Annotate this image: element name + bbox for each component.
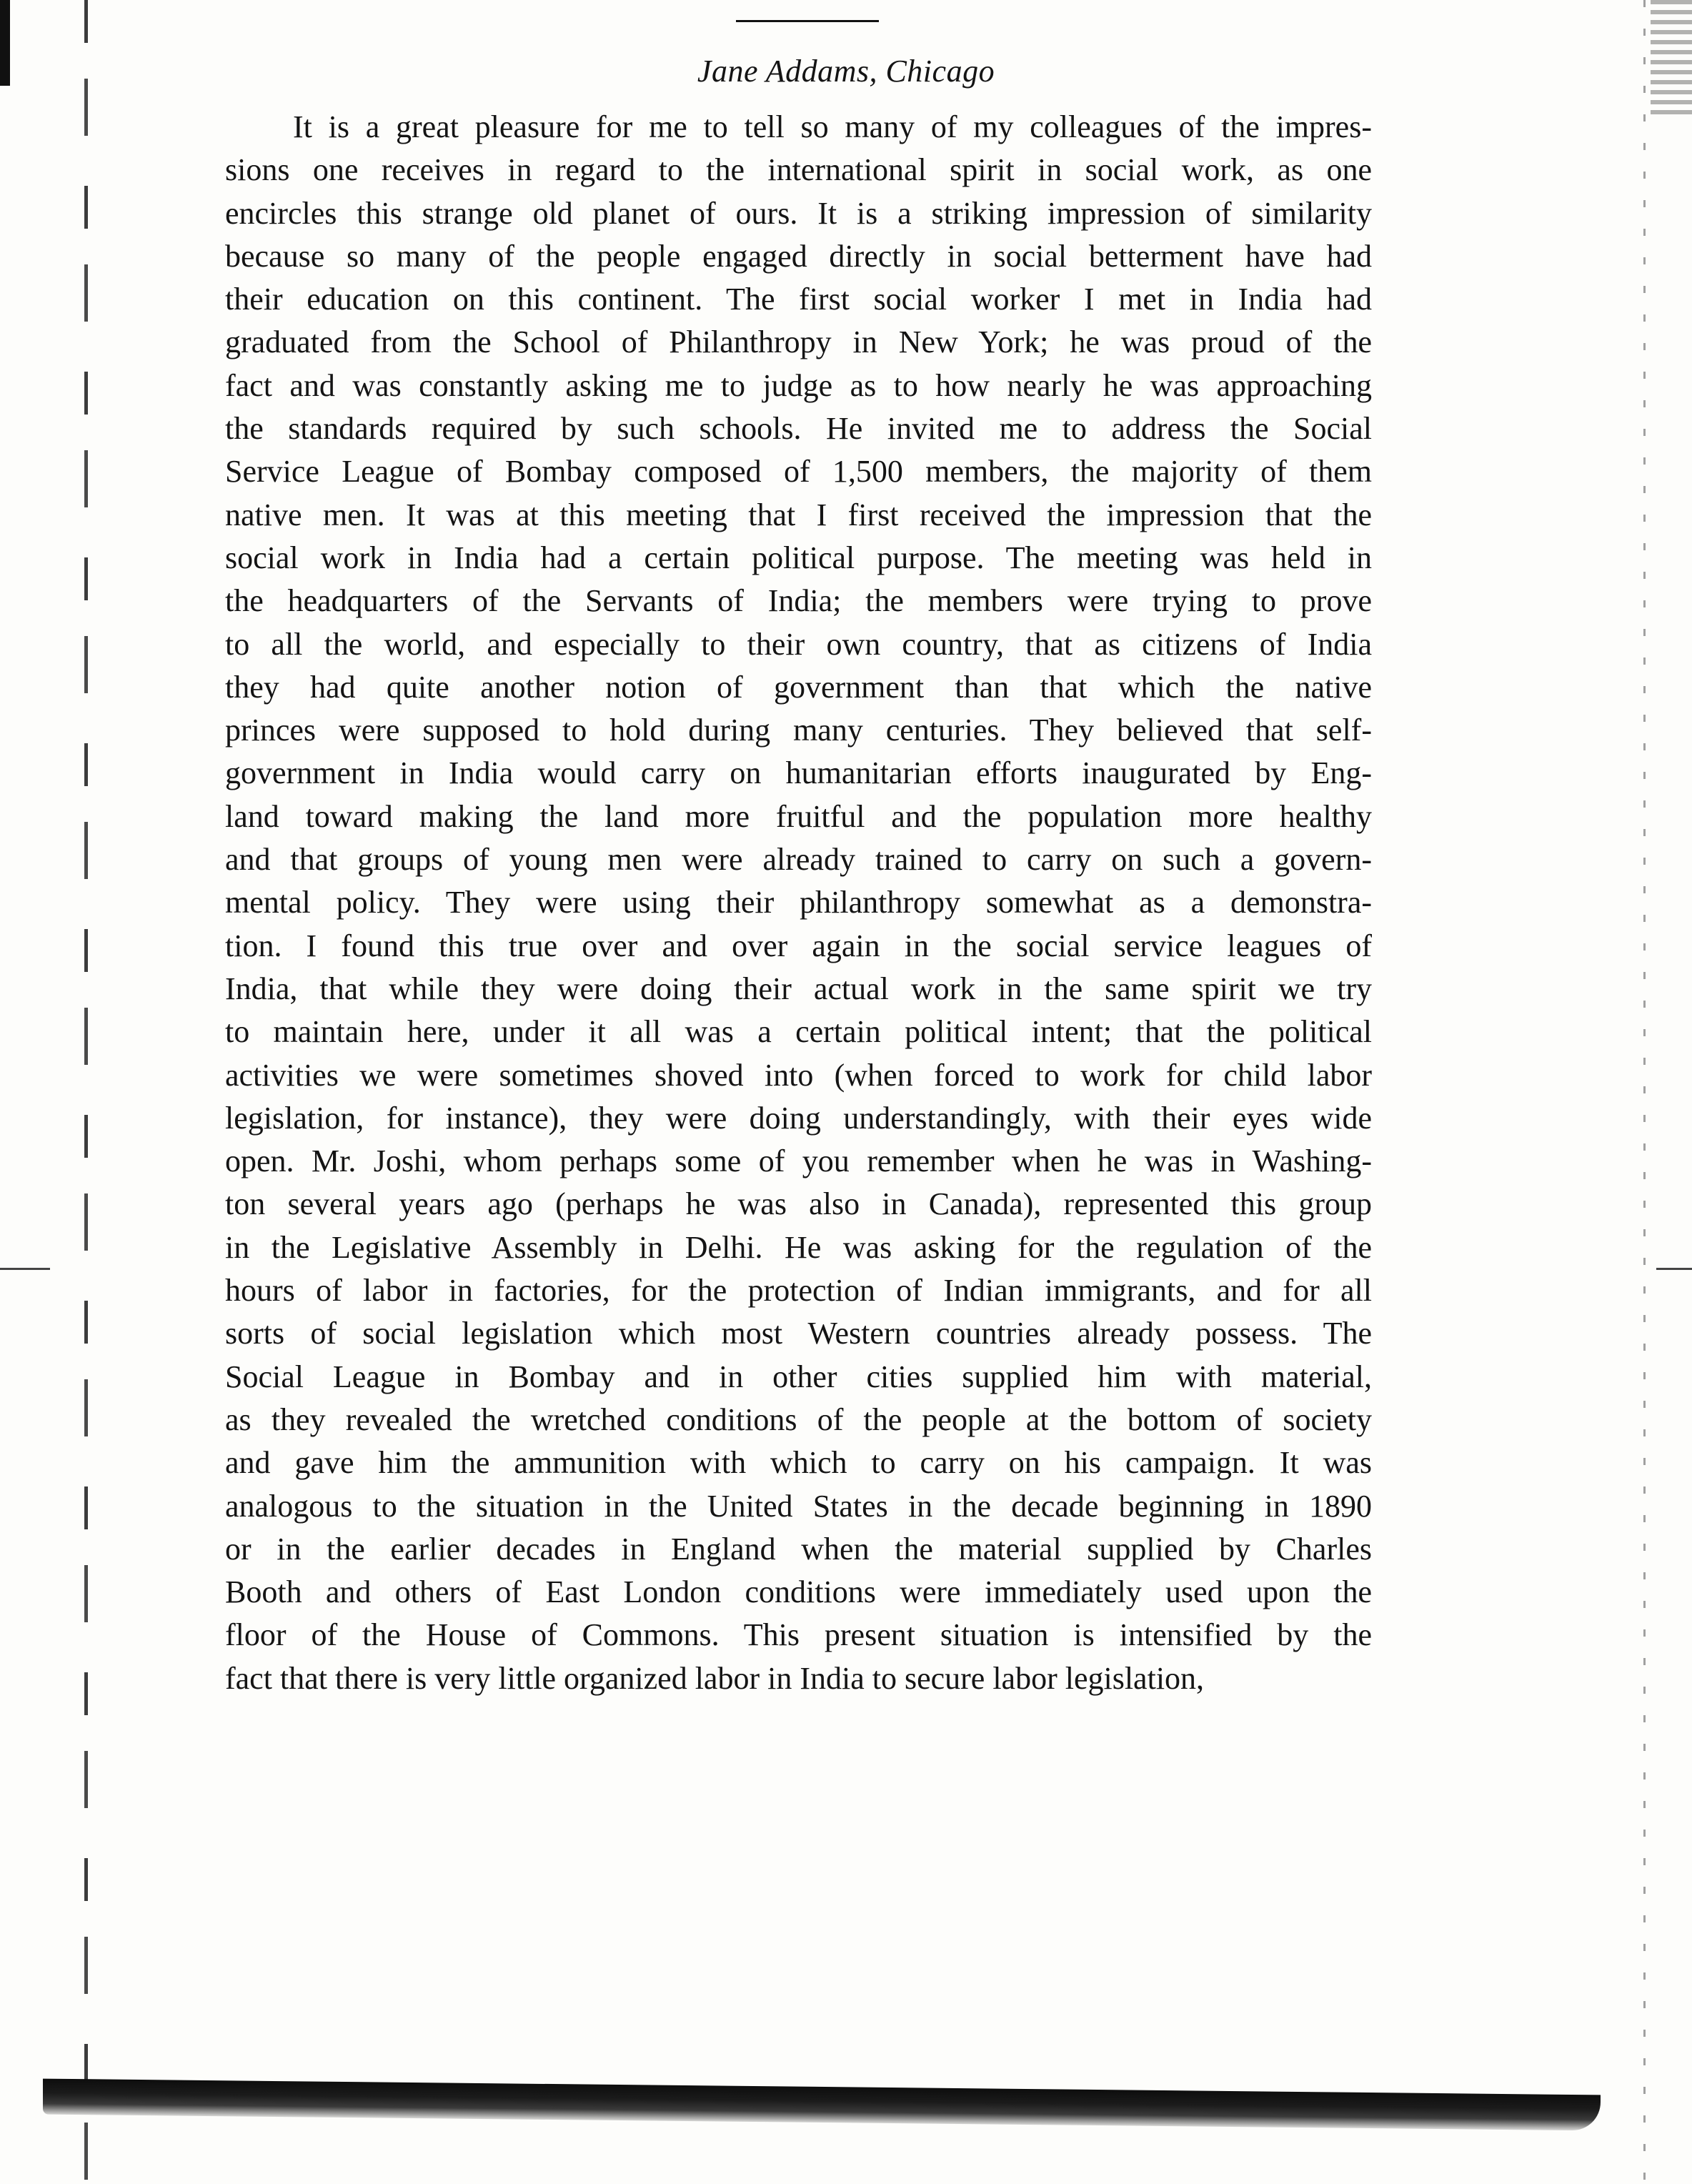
text-line: to maintain here, under it all was a certain political intent; that the political bbox=[225, 1014, 1372, 1050]
text-line: ton several years ago (perhaps he was also in Canada), represented this group bbox=[225, 1186, 1372, 1222]
text-line: sions one receives in regard to the international spirit in social work, as one bbox=[225, 152, 1372, 188]
binding-edge-left bbox=[84, 0, 88, 2184]
page-edge-right bbox=[1643, 0, 1646, 2184]
text-line: encircles this strange old planet of ours. It is a striking impression of similarity bbox=[225, 195, 1372, 231]
text-line: or in the earlier decades in England when the material supplied by Charles bbox=[225, 1531, 1372, 1567]
text-line: tion. I found this true over and over again in the social service leagues of bbox=[225, 928, 1372, 963]
margin-mark-right bbox=[1656, 1268, 1692, 1270]
text-line: as they revealed the wretched conditions of the people at the bottom of society bbox=[225, 1401, 1372, 1437]
text-line: mental policy. They were using their philanthropy somewhat as a demonstra- bbox=[225, 885, 1372, 920]
text-line: native men. It was at this meeting that I first received the impression that the bbox=[225, 497, 1372, 532]
text-line: the headquarters of the Servants of India; the members were trying to prove bbox=[225, 583, 1372, 619]
text-line: to all the world, and especially to their own country, that as citizens of India bbox=[225, 626, 1372, 662]
text-line: their education on this continent. The first social worker I met in India had bbox=[225, 282, 1372, 317]
text-line: Social League in Bombay and in other cities supplied him with material, bbox=[225, 1359, 1372, 1394]
text-line: It is a great pleasure for me to tell so many of my colleagues of the impres- bbox=[293, 109, 1372, 144]
text-line: Service League of Bombay composed of 1,500 members, the majority of them bbox=[225, 454, 1372, 490]
text-line: graduated from the School of Philanthropy in New York; he was proud of the bbox=[225, 324, 1372, 360]
text-line: Booth and others of East London conditions were immediately used upon the bbox=[225, 1574, 1372, 1610]
text-line: legislation, for instance), they were doing understandingly, with their eyes wide bbox=[225, 1100, 1372, 1136]
body-paragraph bbox=[225, 106, 1372, 1700]
text-line: the standards required by such schools. He invited me to address the Social bbox=[225, 411, 1372, 447]
text-line: government in India would carry on humanitarian efforts inaugurated by Eng- bbox=[225, 755, 1372, 791]
text-line: hours of labor in factories, for the protection of Indian immigrants, and for all bbox=[225, 1273, 1372, 1309]
text-line: fact and was constantly asking me to judge as to how nearly he was approaching bbox=[225, 367, 1372, 403]
text-line: and that groups of young men were already trained to carry on such a govern- bbox=[225, 842, 1372, 878]
text-line: fact that there is very little organized labor in India to secure labor legislation, bbox=[225, 1660, 1205, 1696]
text-line: princes were supposed to hold during many centuries. They believed that self- bbox=[225, 713, 1372, 748]
text-line: land toward making the land more fruitful and the population more healthy bbox=[225, 798, 1372, 834]
text-line: open. Mr. Joshi, whom perhaps some of you remember when he was in Washing- bbox=[225, 1143, 1372, 1179]
text-line: because so many of the people engaged directly in social betterment have had bbox=[225, 238, 1372, 274]
text-line: social work in India had a certain political purpose. The meeting was held in bbox=[225, 540, 1372, 575]
text-line: in the Legislative Assembly in Delhi. He was asking for the regulation of the bbox=[225, 1229, 1372, 1265]
text-line: India, that while they were doing their actual work in the same spirit we try bbox=[225, 971, 1372, 1006]
text-line: and gave him the ammunition with which to carry on his campaign. It was bbox=[225, 1445, 1372, 1481]
running-head: Jane Addams, Chicago bbox=[697, 54, 995, 89]
text-line: they had quite another notion of government than that which the native bbox=[225, 669, 1372, 705]
scan-shadow-bottom bbox=[43, 2079, 1601, 2131]
top-rule bbox=[736, 20, 879, 22]
text-line: activities we were sometimes shoved into (when forced to work for child labor bbox=[225, 1057, 1372, 1093]
margin-mark-left bbox=[0, 1268, 50, 1270]
text-line: sorts of social legislation which most Western countries already possess. The bbox=[225, 1316, 1372, 1351]
text-line: analogous to the situation in the United States in the decade beginning in 1890 bbox=[225, 1488, 1372, 1524]
text-line: floor of the House of Commons. This present situation is intensified by the bbox=[225, 1617, 1372, 1653]
